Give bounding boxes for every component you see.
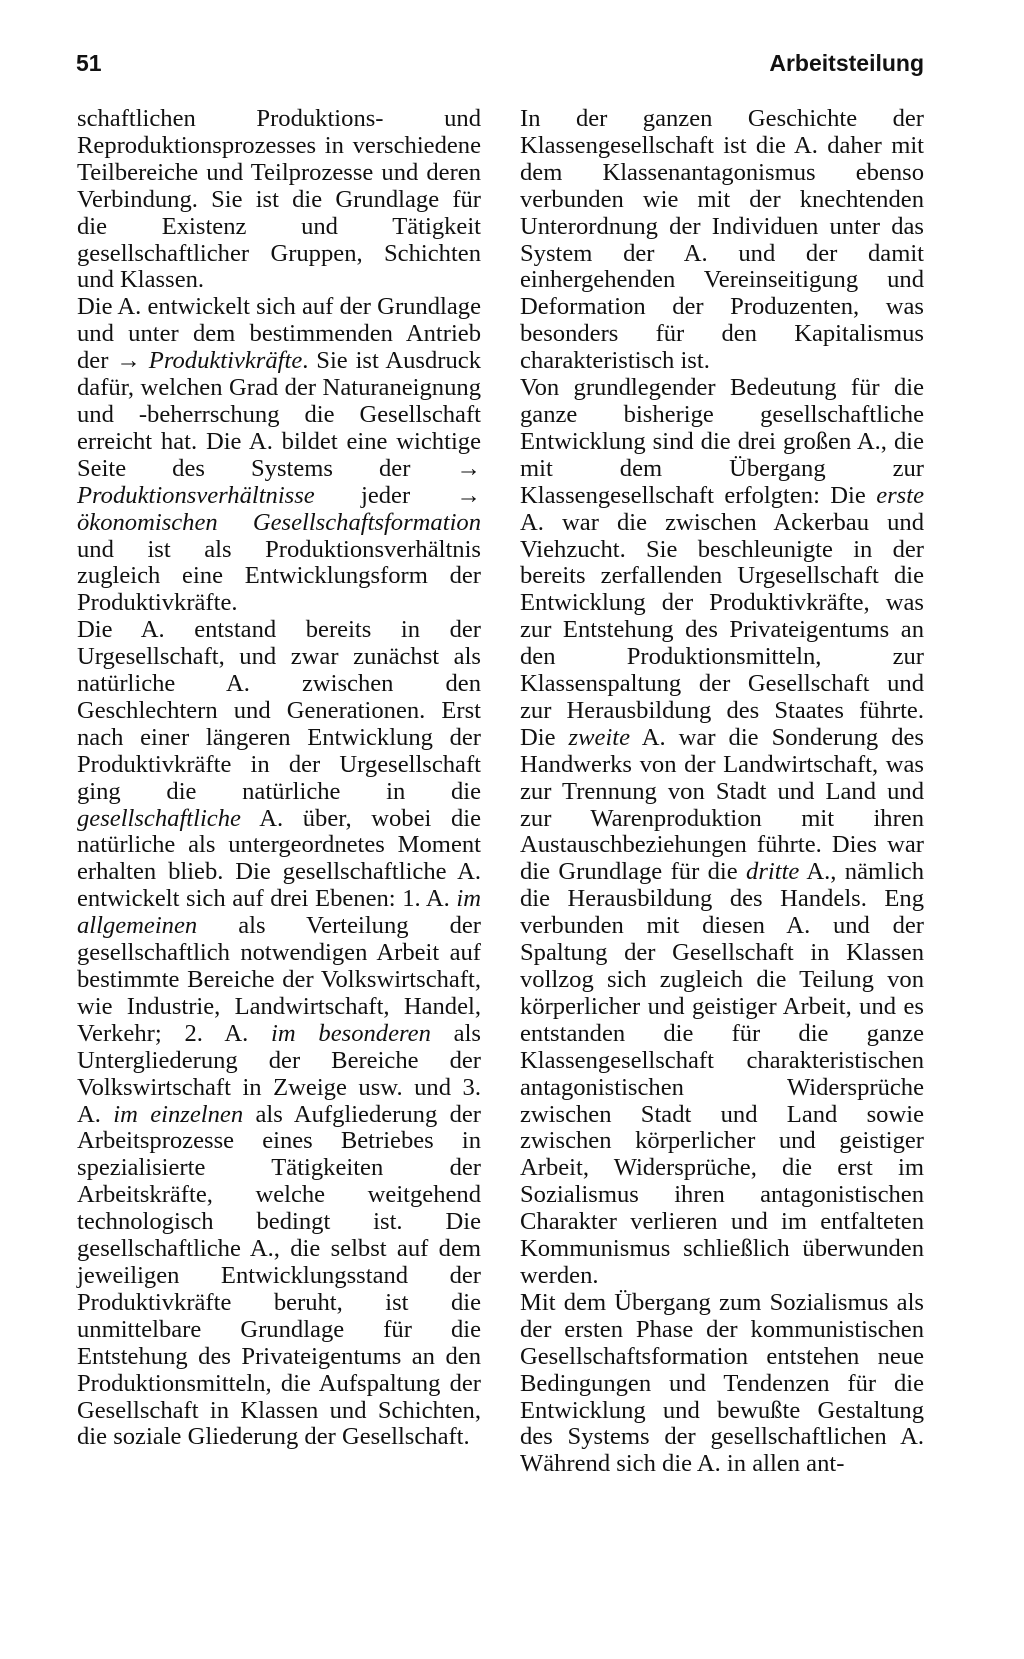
italic-term: erste (876, 481, 924, 509)
text-run: jeder → (314, 481, 481, 509)
italic-term: zweite (568, 723, 631, 751)
paragraph (77, 106, 481, 294)
italic-term: gesellschaftliche (77, 804, 241, 832)
left-text-column (77, 106, 481, 1451)
text-run: In der ganzen Geschichte der Klassengesellschaft ist die A. daher mit dem Klassenantagonismus ebenso verbunden wie mit der knechtenden Unterordnung der Individuen unter das System der A. und der damit einhergehenden Vereinseitigung und Deformation der Produzenten, was besonders für den Kapitalismus charakteristisch ist. (520, 105, 924, 375)
italic-term: dritte (746, 858, 800, 886)
paragraph (520, 375, 924, 1290)
running-head: Arbeitsteilung (769, 50, 924, 76)
paragraph (520, 106, 924, 375)
page-number: 51 (76, 50, 102, 76)
text-run: Die A. entstand bereits in der Urgesellschaft, und zwar zunächst als natürliche A. zwischen den Geschlechtern und Generationen. Erst nach einer längeren Entwicklung der Produktivkräfte in der Urgesellschaft ging die natürliche in die (77, 616, 481, 805)
italic-term: im allgemeinen (77, 885, 481, 940)
text-run: . Sie ist Ausdruck dafür, welchen Grad der Naturaneignung und -beherrschung die Gesellschaft erreicht hat. Die A. bildet eine wichtige Seite des Systems der → (77, 347, 481, 482)
right-text-column (520, 106, 924, 1478)
text-run: A. über, wobei die natürliche als untergeordnetes Moment erhalten blieb. Die gesellschaftliche A. entwickelt sich auf drei Ebenen: 1. A. (77, 804, 481, 913)
italic-term: im einzelnen (113, 1100, 244, 1128)
text-run: und ist als Produktionsverhältnis zugleich eine Entwicklungsform der Produktivkräfte. (77, 535, 481, 617)
text-run: Mit dem Übergang zum Sozialismus als der ersten Phase der kommunistischen Gesellschaftsformation entstehen neue Bedingungen und Tendenzen für die Entwicklung und bewußte Gestaltung des Systems der gesellschaftlichen A. Während sich die A. in allen ant- (520, 1288, 924, 1478)
text-run: als Aufgliederung der Arbeitsprozesse eines Betriebes in spezialisierte Tätigkeiten der Arbeitskräfte, welche weitgehend technologisch bedingt ist. Die gesellschaftliche A., die selbst auf dem jeweiligen Entwicklungsstand der Produktivkräfte beruht, ist die unmittelbare Grundlage für die Entstehung des Privateigentums an den Produktionsmitteln, die Aufspaltung der Gesellschaft in Klassen und Schichten, die soziale Gliederung der Gesellschaft. (77, 1100, 482, 1451)
paragraph (520, 1290, 924, 1478)
text-run: Die A. entwickelt sich auf der Grundlage und unter dem bestimmenden Antrieb der → (77, 293, 481, 375)
italic-term: Produktionsverhältnisse (77, 481, 315, 509)
text-run: als Untergliederung der Bereiche der Volkswirtschaft in Zweige usw. und 3. A. (77, 1019, 481, 1128)
italic-term: ökonomischen Gesellschaftsformation (77, 508, 481, 536)
text-run: als Verteilung der gesellschaftlich notwendigen Arbeit auf bestimmte Bereiche der Volkswirtschaft, wie Industrie, Landwirtschaft, Handel, Verkehr; 2. A. (77, 912, 481, 1047)
text-run: schaftlichen Produktions- und Reproduktionsprozesses in verschiedene Teilbereiche und Teilprozesse und deren Verbindung. Sie ist die Grundlage für die Existenz und Tätigkeit gesellschaftlicher Gruppen, Schichten und Klassen. (77, 105, 481, 294)
text-run: A. war die zwischen Ackerbau und Viehzucht. Sie beschleunigte in der bereits zerfallenden Urgesellschaft die Entwicklung der Produktivkräfte, was zur Entstehung des Privateigentums an den Produktionsmitteln, zur Klassenspaltung der Gesellschaft und zur Herausbildung des Staates führte. Die (520, 508, 924, 751)
italic-term: im besonderen (271, 1019, 431, 1047)
text-run: A. war die Sonderung des Handwerks von der Landwirtschaft, was zur Trennung von Stadt und Land und zur Warenproduktion mit ihren Austauschbeziehungen führte. Dies war die Grundlage für die (520, 723, 924, 886)
text-run: A., nämlich die Herausbildung des Handels. Eng verbunden mit diesen A. und der Spaltung der Gesellschaft in Klassen vollzog sich zugleich die Teilung von körperlicher und geistiger Arbeit, und es entstanden die für die ganze Klassengesellschaft charakteristischen antagonistischen Widersprüche zwischen Stadt und Land sowie zwischen körperlicher und geistiger Arbeit, Widersprüche, die erst im Sozialismus ihren antagonistischen Charakter verlieren und im entfalteten Kommunismus schließlich überwunden werden. (520, 858, 924, 1289)
paragraph (77, 294, 481, 617)
text-run: Von grundlegender Bedeutung für die ganze bisherige gesellschaftliche Entwicklung sind die drei großen A., die mit dem Übergang zur Klassengesellschaft erfolgten: Die (520, 374, 924, 509)
italic-term: Produktivkräfte (148, 347, 303, 375)
paragraph (77, 617, 481, 1451)
